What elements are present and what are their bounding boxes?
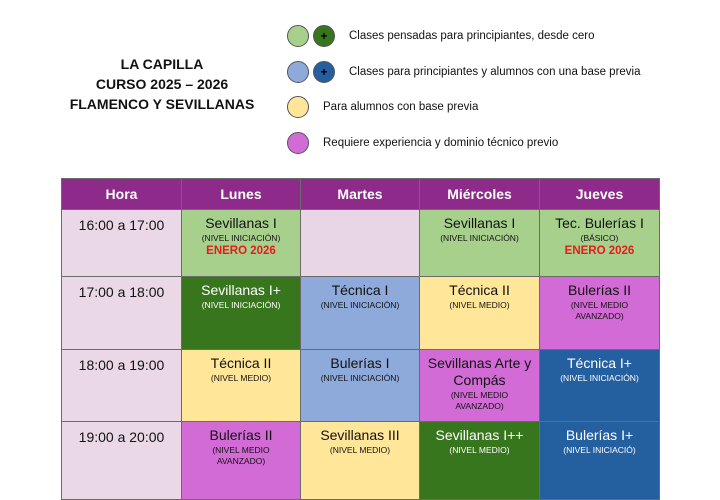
class-cell — [420, 422, 540, 500]
class-level: (NIVEL MEDIO AVANZADO) — [570, 300, 629, 321]
class-cell — [301, 422, 420, 500]
class-cell — [540, 277, 660, 350]
class-start-note: ENERO 2026 — [564, 245, 635, 257]
hour-cell: 19:00 a 20:00 — [62, 422, 182, 500]
class-name: Técnica II — [449, 282, 510, 298]
table-row — [62, 350, 660, 422]
class-level: (NIVEL MEDIO AVANZADO) — [212, 445, 270, 466]
dark-blue-plus-icon: + — [313, 61, 335, 83]
header-row — [62, 179, 660, 210]
table-row — [62, 210, 660, 277]
title-line-2: CURSO 2025 – 2026 — [95, 76, 229, 92]
green-circle-icon — [287, 25, 309, 47]
legend-item-beginners — [287, 25, 594, 47]
yellow-circle-icon — [287, 96, 309, 118]
schedule-table — [61, 178, 660, 500]
header-tuesday: Martes — [301, 179, 420, 210]
class-name: Sevillanas I — [443, 215, 516, 231]
legend-item-beginners-base — [287, 61, 641, 83]
class-name: Bulerías I+ — [565, 427, 634, 443]
class-cell — [182, 422, 301, 500]
header-monday: Lunes — [182, 179, 301, 210]
class-level: (NIVEL MEDIO) — [449, 445, 510, 455]
class-cell — [540, 210, 660, 277]
legend-item-base — [287, 96, 478, 118]
class-name: Técnica II — [210, 355, 272, 371]
class-name: Técnica I+ — [567, 355, 632, 371]
class-cell — [182, 210, 301, 277]
pink-circle-icon — [287, 132, 309, 154]
class-name: Sevillanas I — [205, 215, 277, 231]
legend-text: Requiere experiencia y dominio técnico previo — [323, 137, 559, 149]
class-level: (NIVEL INICIACIÓN) — [320, 373, 400, 383]
class-level: (NIVEL MEDIO) — [210, 373, 272, 383]
hour-cell: 16:00 a 17:00 — [62, 210, 182, 277]
school-title — [52, 54, 272, 114]
class-cell — [301, 350, 420, 422]
header-hour: Hora — [62, 179, 182, 210]
class-name: Sevillanas I++ — [435, 427, 524, 443]
class-level: (NIVEL INICIACIÓ) — [563, 445, 636, 455]
class-name: Bulerías II — [567, 282, 632, 298]
table-row — [62, 277, 660, 350]
class-name: Sevillanas I+ — [201, 282, 281, 298]
legend-text: Para alumnos con base previa — [323, 101, 479, 113]
class-cell — [420, 277, 540, 350]
empty-cell — [301, 210, 420, 277]
title-line-1: LA CAPILLA — [120, 56, 204, 72]
title-line-3: FLAMENCO Y SEVILLANAS — [69, 96, 255, 112]
class-cell — [182, 277, 301, 350]
class-level: (NIVEL MEDIO AVANZADO) — [450, 390, 509, 411]
legend-item-advanced — [287, 132, 558, 154]
class-name: Tec. Bulerías I — [555, 215, 644, 231]
legend-text: Clases para principiantes y alumnos con una base previa — [349, 66, 641, 78]
class-level: (NIVEL MEDIO) — [329, 445, 391, 455]
class-name: Técnica I — [331, 282, 389, 298]
class-level: (NIVEL INICIACIÓN) — [201, 233, 281, 243]
class-cell — [540, 350, 660, 422]
hour-cell: 18:00 a 19:00 — [62, 350, 182, 422]
class-cell — [301, 277, 420, 350]
class-name: Bulerías II — [209, 427, 273, 443]
class-cell — [420, 350, 540, 422]
hour-cell: 17:00 a 18:00 — [62, 277, 182, 350]
class-level: (NIVEL MEDIO) — [449, 300, 510, 310]
header-thursday: Jueves — [540, 179, 660, 210]
blue-circle-icon — [287, 61, 309, 83]
header-wednesday: Miércoles — [420, 179, 540, 210]
class-level: (NIVEL INICIACIÓN) — [320, 300, 400, 310]
class-name: Sevillanas III — [320, 427, 400, 443]
dark-green-plus-icon: + — [313, 25, 335, 47]
class-level: (NIVEL INICIACIÓN) — [201, 300, 281, 310]
class-cell — [420, 210, 540, 277]
class-level: (BÁSICO) — [580, 233, 619, 243]
class-name: Bulerías I — [330, 355, 390, 371]
class-level: (NIVEL INICIACIÓN) — [560, 373, 639, 383]
table-row — [62, 422, 660, 500]
class-cell — [540, 422, 660, 500]
class-name: Sevillanas Arte y Compás — [427, 355, 532, 388]
class-cell — [182, 350, 301, 422]
legend-text: Clases pensadas para principiantes, desde cero — [349, 30, 595, 42]
class-start-note: ENERO 2026 — [206, 245, 276, 257]
class-level: (NIVEL INICIACIÓN) — [440, 233, 519, 243]
